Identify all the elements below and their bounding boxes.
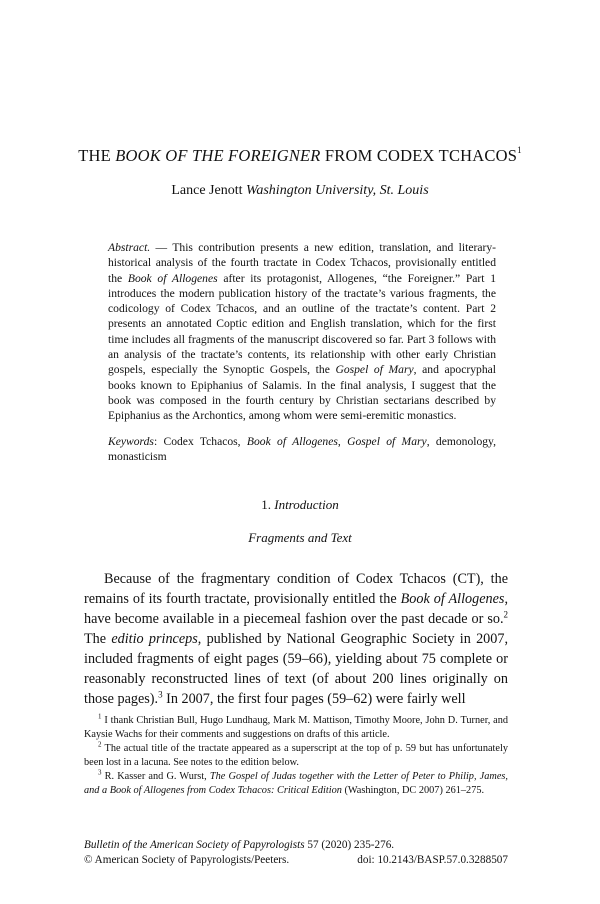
abstract-label: Abstract. xyxy=(108,241,151,254)
footnote-ref-3[interactable]: 3 xyxy=(158,689,163,700)
copyright: © American Society of Papyrologists/Peeters. xyxy=(84,853,290,866)
author-line xyxy=(0,183,600,199)
footnote-1: $^1$ I thank Christian Bull, Hugo Lundhaug, Mark M. Mattison, Timothy Moore, John D. Turner, and Kaysie Wachs for their comments and suggestions on drafts of this article. xyxy=(84,712,508,740)
abstract: Abstract. — This contribution presents a new edition, translation, and literary-historical analysis of the fourth tractate in Codex Tchacos, provisionally entitled the Book of Allogenes after its protagonist, Allogenes, “the Foreigner.” Part 1 introduces the modern publication history of the tractate’s various fragments, the codicology of Codex Tchacos, and an outline of the tractate’s content. Part 2 presents an annotated Coptic edition and English translation, which for the first time includes all fragments of the manuscript discovered so far. Part 3 follows with an analysis of the tractate’s contents, its relationship with other early Christian gospels, especially the Synoptic Gospels, the Gospel of Mary, and apocryphal books known to Epiphanius of Salamis. In the final analysis, I suggest that the book was composed in the fourth century by Christian sectarians described by Epiphanius as the Archontics, among whom were semi-eremitic monastics. xyxy=(108,241,497,423)
subsection-heading: Fragments and Text xyxy=(248,530,352,545)
title-prefix: THE xyxy=(78,146,116,165)
section-number: 1. xyxy=(261,497,275,512)
keywords-label: Keywords xyxy=(108,435,154,448)
section-title: Introduction xyxy=(274,497,339,512)
journal-name: Bulletin of the American Society of Papyrologists xyxy=(84,839,305,851)
author-name: Lance Jenott xyxy=(171,183,243,198)
page-footer xyxy=(84,838,508,867)
footnote-ref-2[interactable]: 2 xyxy=(503,609,508,620)
footnotes xyxy=(84,714,508,798)
footnote-2: $^2$ The actual title of the tractate appeared as a superscript at the top of p. 59 but has unfortunately been lost in a lacuna. See notes to the edition below. xyxy=(84,740,508,768)
journal-citation: Bulletin of the American Society of Papyrologists 57 (2020) 235-276. xyxy=(84,839,395,851)
section-heading xyxy=(0,497,600,513)
body-text: Because of the fragmentary condition of Codex Tchacos (CT), the remains of its fourth tractate, provisionally entitled the Book of Allogenes, have become available in a piecemeal fashion over the past decade or so.$^2$ The editio princeps, published by National Geographic Society in 2007, included fragments of eight pages (59–66), yielding about 75 complete or reasonably reconstructed lines of text (of about 200 lines originally on those pages).$^3$ In 2007, the first four pages (59–62) were fairly well xyxy=(84,571,509,707)
title-italic: BOOK OF THE FOREIGNER xyxy=(115,146,321,165)
author-affiliation: Washington University, St. Louis xyxy=(245,183,429,198)
article-title xyxy=(0,146,600,166)
footnote-3: $^3$ R. Kasser and G. Wurst, The Gospel of Judas together with the Letter of Peter to Philip, James, and a Book of Allogenes from Codex Tchacos: Critical Edition (Washington, DC 2007) 261–275. xyxy=(84,768,508,796)
title-suffix: FROM CODEX TCHACOS xyxy=(320,146,518,165)
doi-link[interactable]: doi: 10.2143/BASP.57.0.3288507 xyxy=(357,853,508,866)
title-footnote-mark[interactable]: 1 xyxy=(517,145,522,155)
keywords: Keywords: Codex Tchacos, Book of Allogenes, Gospel of Mary, demonology, monasticism xyxy=(108,435,497,464)
